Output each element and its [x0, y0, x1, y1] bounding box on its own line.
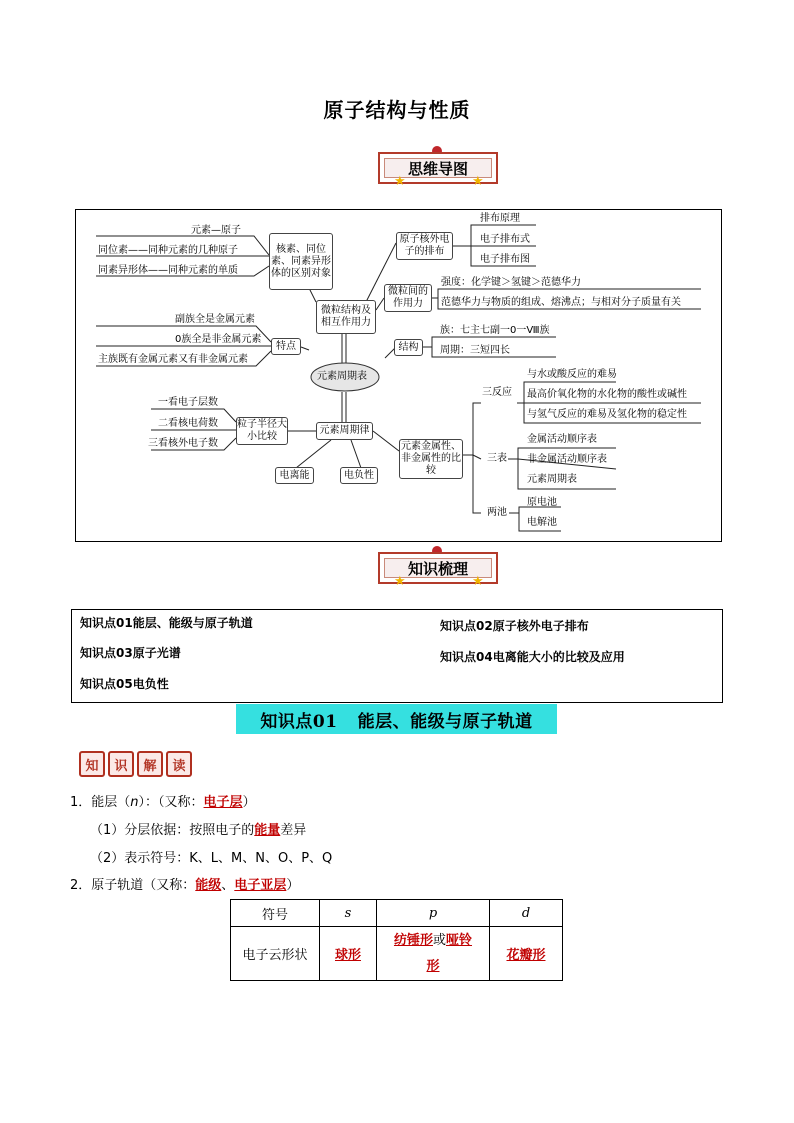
leaf-isotope: 同位素——同种元素的几种原子: [98, 245, 238, 256]
leaf-water-acid: 与水或酸反应的难易: [527, 369, 617, 380]
table-header-s: s: [320, 900, 377, 927]
star-icon: ★: [472, 174, 484, 189]
text: 、: [221, 878, 235, 893]
banner-char: 读: [166, 751, 192, 777]
text: 2．原子轨道（又称：: [70, 878, 196, 893]
star-icon: ★: [394, 174, 406, 189]
content-line-symbols: （2）表示符号：K、L、M、N、O、P、Q: [90, 851, 333, 866]
node-extranuclear-electrons: 原子核外电子的排布: [396, 232, 453, 260]
content-line-basis: [90, 819, 306, 838]
node-nuclide-isotope: 核素、同位素、同素异形体的区别对象: [269, 233, 333, 290]
document-title: 原子结构与性质: [323, 98, 471, 122]
leaf-look-electrons: 三看核外电子数: [148, 438, 218, 449]
leaf-arrangement-principle: 排布原理: [480, 213, 520, 224]
answer-spherical: 球形: [334, 948, 361, 963]
text: ）: [242, 795, 256, 810]
leaf-electron-configuration: 电子排布式: [480, 234, 530, 245]
knowledge-point-02[interactable]: 知识点02原子核外电子排布: [440, 619, 589, 633]
leaf-allotrope: 同素异形体——同种元素的单质: [98, 265, 238, 276]
node-features: 特点: [271, 338, 301, 355]
answer-spindle: 纺锤形: [393, 932, 433, 948]
mindmap-center-label: 元素周期表: [317, 371, 367, 382]
node-intermolecular-force: 微粒间的作用力: [384, 284, 432, 312]
table-cell-s: [320, 927, 377, 981]
knowledge-point-03[interactable]: 知识点03原子光谱: [80, 646, 181, 660]
leaf-force-strength: 强度：化学键＞氢键＞范德华力: [441, 277, 581, 288]
text: ）: [286, 878, 300, 893]
knowledge-point-04[interactable]: 知识点04电离能大小的比较及应用: [440, 650, 625, 664]
section-name: 能层、能级与原子轨道: [357, 711, 533, 732]
table-row-label: 电子云形状: [231, 927, 320, 981]
leaf-element-atom: 元素—原子: [191, 225, 241, 236]
table-cell-p: [377, 927, 490, 981]
text: 1．能层（: [70, 795, 131, 810]
table-cell-d: [490, 927, 563, 981]
table-header-symbol: 符号: [231, 900, 320, 927]
banner-char: 知: [79, 751, 105, 777]
text: ）：（又称：: [138, 795, 204, 810]
leaf-nonmetal-activity: 非金属活动顺序表: [527, 454, 607, 465]
answer-electron-shell: 电子层: [203, 795, 243, 810]
branch-three-reactions: 三反应: [482, 387, 512, 398]
leaf-orbital-diagram: 电子排布图: [480, 254, 530, 265]
table-header-d: d: [490, 900, 563, 927]
knowledge-badge-label: 知识梳理: [384, 558, 492, 578]
node-electronegativity: 电负性: [340, 467, 378, 484]
variable-n: n: [130, 795, 139, 810]
leaf-periods: 周期：三短四长: [440, 345, 510, 356]
node-micro-structure: 微粒结构及相互作用力: [316, 300, 376, 334]
leaf-periodic-table: 元素周期表: [527, 474, 577, 485]
banner-char: 识: [108, 751, 134, 777]
answer-subshell: 电子亚层: [234, 878, 287, 893]
leaf-electrolytic-cell: 电解池: [527, 517, 557, 528]
node-periodic-law: 元素周期律: [316, 422, 373, 440]
node-metallicity-compare: 元素金属性、非金属性的比较: [399, 439, 463, 479]
branch-three-tables: 三表: [487, 453, 507, 464]
knowledge-point-01[interactable]: 知识点01能层、能级与原子轨道: [80, 616, 253, 630]
knowledge-reading-banner: [79, 751, 192, 777]
banner-char: 解: [137, 751, 163, 777]
leaf-look-charge: 二看核电荷数: [158, 418, 218, 429]
leaf-look-shells: 一看电子层数: [158, 397, 218, 408]
leaf-groups: 族：七主七副一0一Ⅷ族: [440, 325, 550, 336]
section-heading: [236, 704, 557, 734]
answer-energy-level: 能级: [195, 878, 222, 893]
leaf-subgroup-metal: 副族全是金属元素: [175, 314, 255, 325]
leaf-galvanic-cell: 原电池: [527, 497, 557, 508]
table-header-p: p: [377, 900, 490, 927]
answer-energy: 能量: [254, 823, 281, 838]
answer-petal: 花瓣形: [506, 948, 546, 963]
orbital-shape-table: [230, 899, 563, 981]
branch-two-cells: 两池: [487, 507, 507, 518]
answer-shape-suffix: 形: [426, 958, 440, 974]
content-line-energy-layer: [70, 791, 256, 810]
text: 差异: [280, 823, 307, 838]
leaf-main-group: 主族既有金属元素又有非金属元素: [98, 354, 248, 365]
knowledge-points-list: [71, 609, 723, 703]
node-particle-radius: 粒子半径大小比较: [236, 417, 288, 445]
star-icon: ★: [472, 574, 484, 589]
node-structure: 结构: [394, 339, 423, 356]
content-line-orbital: [70, 874, 299, 893]
leaf-metal-activity: 金属活动顺序表: [527, 434, 597, 445]
text: （1）分层依据：按照电子的: [90, 823, 255, 838]
mindmap-badge-label: 思维导图: [384, 158, 492, 178]
node-ionization-energy: 电离能: [275, 467, 314, 484]
star-icon: ★: [394, 574, 406, 589]
leaf-van-der-waals: 范德华力与物质的组成、熔沸点；与相对分子质量有关: [441, 297, 681, 308]
mindmap-badge: [378, 146, 498, 190]
knowledge-badge: [378, 546, 498, 590]
leaf-group0-nonmetal: 0族全是非金属元素: [175, 334, 262, 345]
knowledge-point-05[interactable]: 知识点05电负性: [80, 677, 169, 691]
section-number: 知识点01: [260, 711, 338, 732]
text: 或: [432, 932, 446, 948]
answer-dumbbell: 哑铃: [446, 932, 473, 948]
leaf-hydrogen: 与氢气反应的难易及氢化物的稳定性: [527, 409, 687, 420]
mind-map: [75, 209, 722, 542]
leaf-hydroxide: 最高价氧化物的水化物的酸性或碱性: [527, 389, 687, 400]
